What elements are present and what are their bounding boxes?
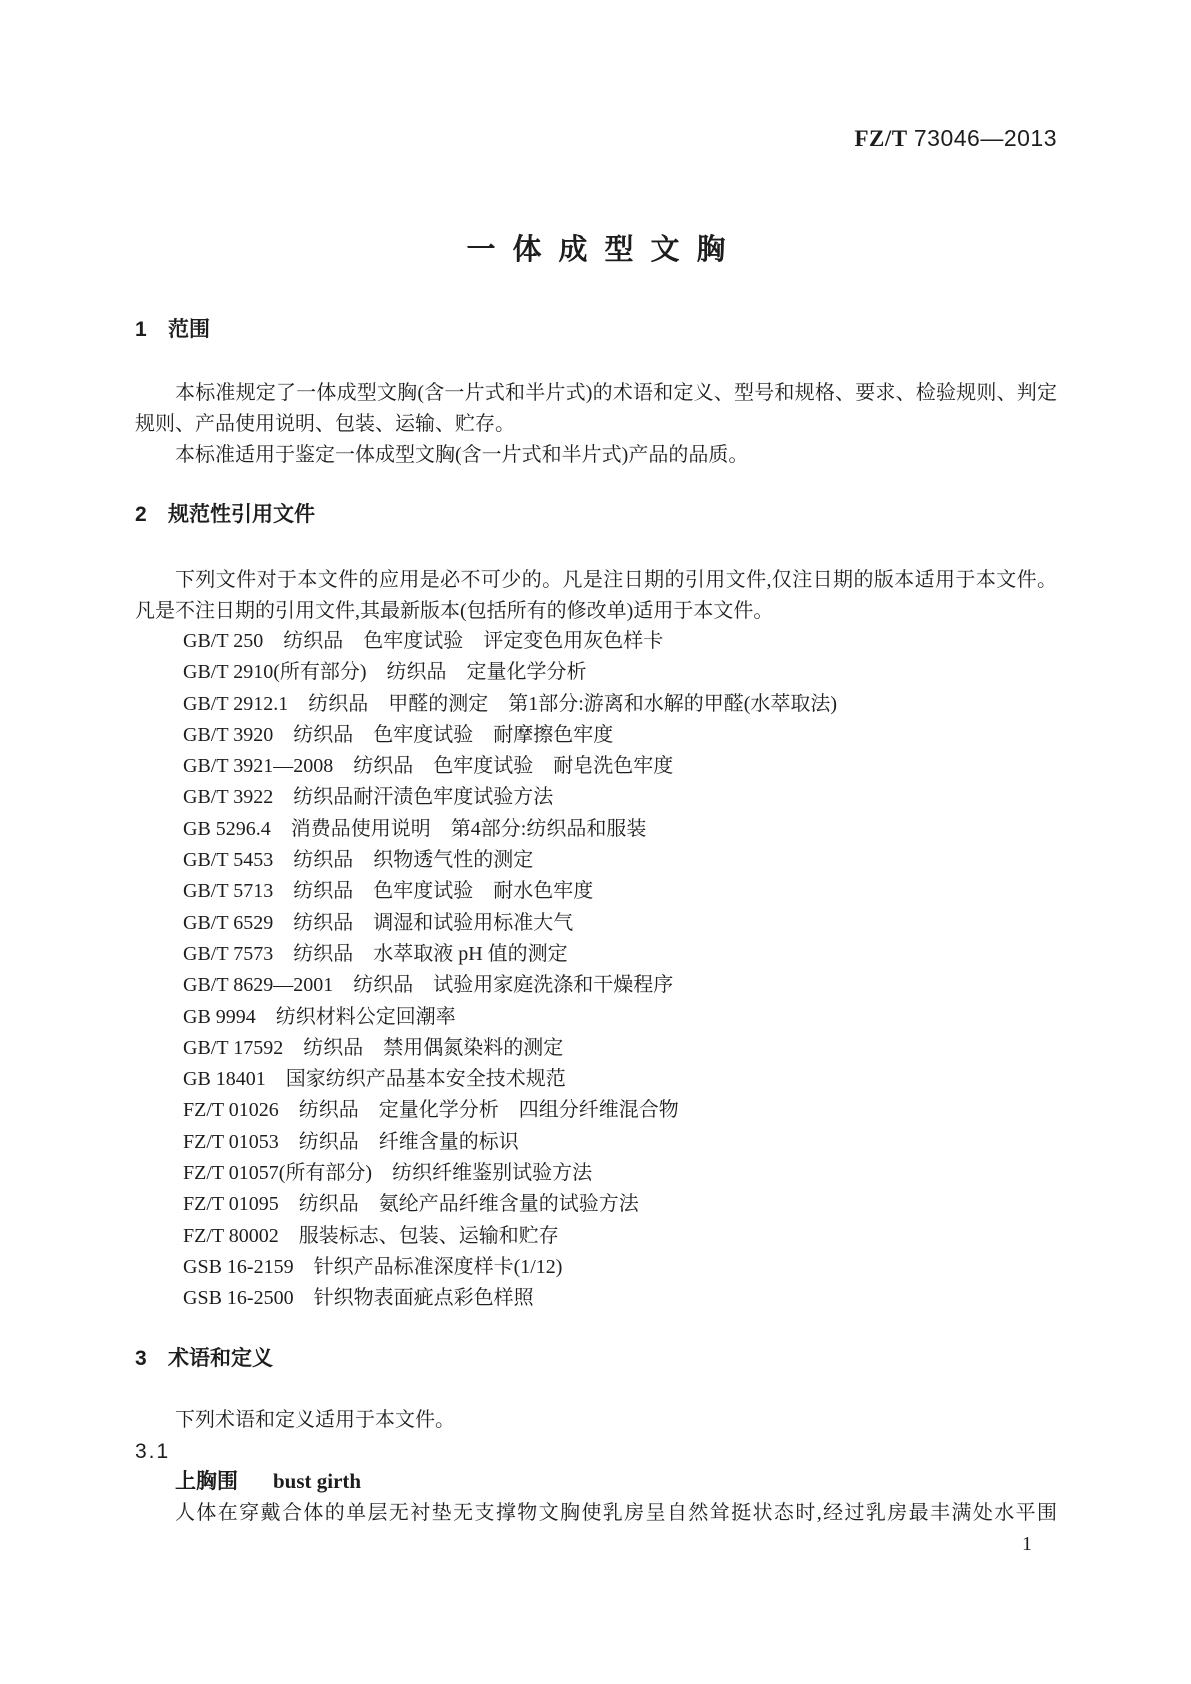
reference-item: GB 9994 纺织材料公定回潮率 <box>183 1005 456 1028</box>
terms-intro: 下列术语和定义适用于本文件。 <box>175 1409 455 1431</box>
reference-item: GB 5296.4 消费品使用说明 第4部分:纺织品和服装 <box>183 817 647 840</box>
reference-item: FZ/T 01057(所有部分) 纺织纤维鉴别试验方法 <box>183 1162 593 1185</box>
section-2-heading <box>135 504 1057 525</box>
reference-item: GB/T 2910(所有部分) 纺织品 定量化学分析 <box>183 661 587 684</box>
normative-references-intro: 下列文件对于本文件的应用是必不可少的。凡是注日期的引用文件,仅注日期的版本适用于本文件。凡是不注日期的引用文件,其最新版本(包括所有的修改单)适用于本文件。 <box>135 569 1057 622</box>
reference-item: GB/T 3922 纺织品耐汗渍色牢度试验方法 <box>183 786 554 809</box>
term-definition: 人体在穿戴合体的单层无衬垫无支撑物文胸使乳房呈自然耸挺状态时,经过乳房最丰满处水平围 <box>175 1502 1057 1524</box>
reference-item: GB/T 17592 纺织品 禁用偶氮染料的测定 <box>183 1036 564 1059</box>
reference-item: FZ/T 01095 纺织品 氨纶产品纤维含量的试验方法 <box>183 1193 639 1216</box>
document-title: 一体成型文胸 <box>466 234 743 266</box>
reference-item: GB/T 7573 纺织品 水萃取液 pH 值的测定 <box>183 942 568 965</box>
section-3-number: 3 <box>135 1347 147 1370</box>
page-number: 1 <box>1022 1533 1032 1555</box>
term-entry <box>175 1471 1057 1492</box>
reference-item: FZ/T 01026 纺织品 定量化学分析 四组分纤维混合物 <box>183 1099 679 1122</box>
section-2-heading-text: 规范性引用文件 <box>168 503 315 526</box>
reference-item: GB/T 3920 纺织品 色牢度试验 耐摩擦色牢度 <box>183 723 614 746</box>
clause-3-1-number: 3.1 <box>135 1440 171 1463</box>
reference-item: GB/T 8629—2001 纺织品 试验用家庭洗涤和干燥程序 <box>183 974 674 997</box>
section-3-heading <box>135 1348 1057 1369</box>
reference-item: GB/T 3921—2008 纺织品 色牢度试验 耐皂洗色牢度 <box>183 755 674 778</box>
reference-item: GB/T 2912.1 纺织品 甲醛的测定 第1部分:游离和水解的甲醛(水萃取法) <box>183 692 838 715</box>
section-1-number: 1 <box>135 318 147 341</box>
reference-item: GSB 16-2159 针织产品标准深度样卡(1/12) <box>183 1255 563 1278</box>
reference-item: GSB 16-2500 针织物表面疵点彩色样照 <box>183 1287 534 1310</box>
reference-item: GB/T 250 纺织品 色牢度试验 评定变色用灰色样卡 <box>183 630 664 652</box>
term-chinese: 上胸围 <box>175 1470 238 1493</box>
scope-paragraph-1: 本标准规定了一体成型文胸(含一片式和半片式)的术语和定义、型号和规格、要求、检验规则、判定规则、产品使用说明、包装、运输、贮存。 <box>135 382 1057 435</box>
section-1-heading-text: 范围 <box>168 318 210 341</box>
term-english: bust girth <box>273 1469 362 1493</box>
reference-item: GB 18401 国家纺织产品基本安全技术规范 <box>183 1068 566 1091</box>
document-code <box>135 125 1057 152</box>
section-2-number: 2 <box>135 503 147 526</box>
document-code-prefix: FZ/T <box>854 126 908 151</box>
reference-item: GB/T 5453 纺织品 织物透气性的测定 <box>183 849 534 872</box>
reference-item: FZ/T 80002 服装标志、包装、运输和贮存 <box>183 1224 559 1247</box>
document-code-number: 73046—2013 <box>913 125 1057 151</box>
section-3-heading-text: 术语和定义 <box>168 1347 273 1370</box>
reference-item: GB/T 5713 纺织品 色牢度试验 耐水色牢度 <box>183 880 594 903</box>
section-1-heading <box>135 319 1057 340</box>
reference-item: FZ/T 01053 纺织品 纤维含量的标识 <box>183 1130 519 1153</box>
scope-paragraph-2: 本标准适用于鉴定一体成型文胸(含一片式和半片式)产品的品质。 <box>175 444 749 466</box>
normative-references-list <box>135 626 1057 1315</box>
reference-item: GB/T 6529 纺织品 调湿和试验用标准大气 <box>183 911 574 934</box>
